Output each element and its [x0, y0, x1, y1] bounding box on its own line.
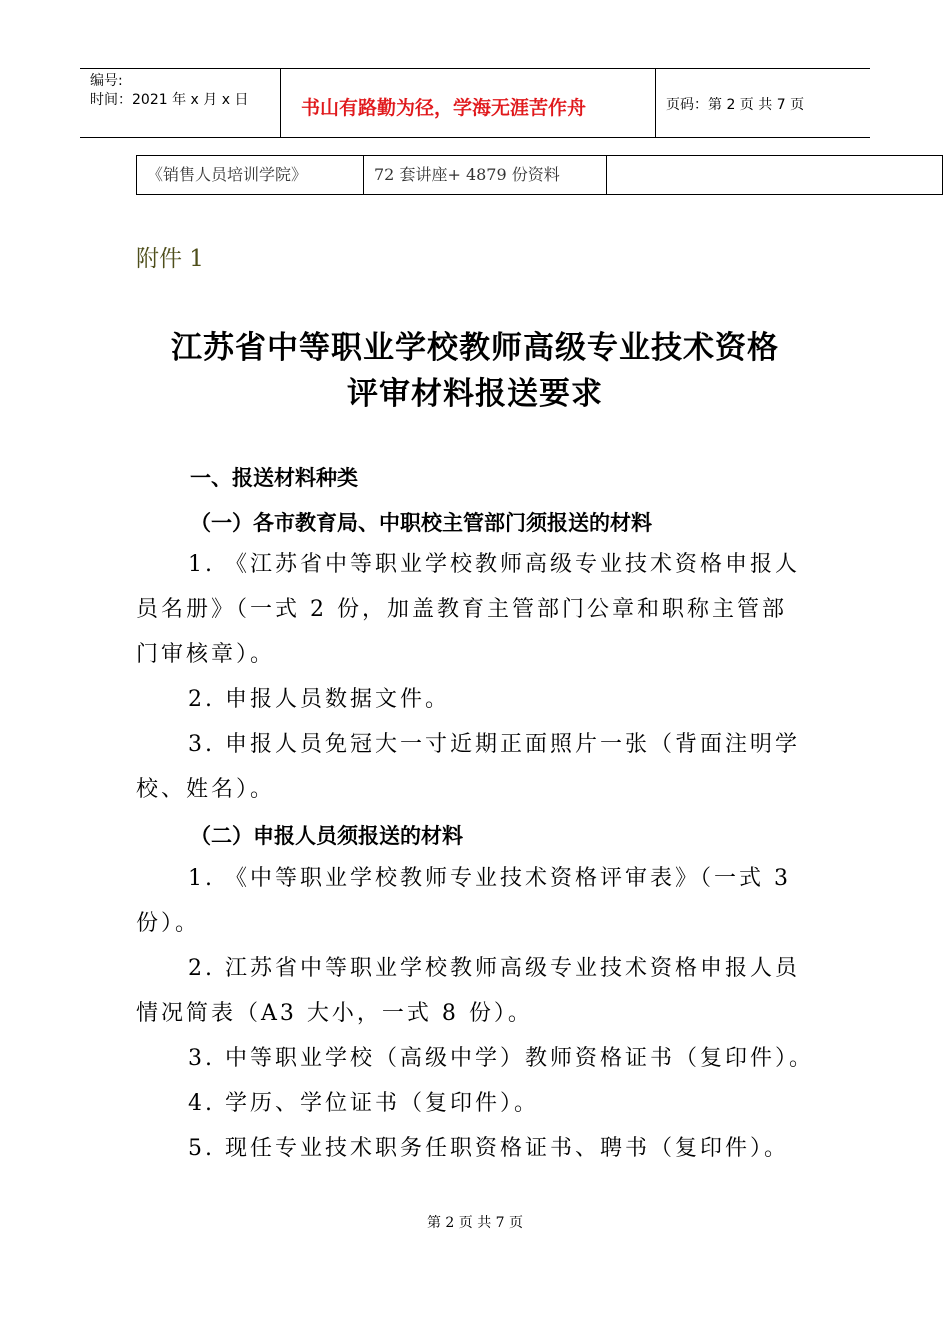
ad-cell-1	[137, 156, 364, 194]
list-item: 5. 现任专业技术职务任职资格证书、聘书（复印件）。	[188, 1136, 789, 1161]
page-footer: 第 2 页 共 7 页	[426, 1215, 524, 1231]
header-page-cell	[656, 69, 870, 137]
page-info: 页码：第 2 页 共 7 页	[666, 97, 805, 113]
time-label: 时间：2021 年 x 月 x 日	[90, 92, 249, 108]
list-item: 4. 学历、学位证书（复印件）。	[188, 1091, 539, 1116]
header-motto-cell	[280, 69, 656, 137]
header-info-cell	[80, 69, 280, 137]
subsection-heading-2: （二）申报人员须报送的材料	[190, 824, 463, 848]
subsection-heading-1: （一）各市教育局、中职校主管部门须报送的材料	[190, 511, 652, 535]
doc-title-line1: 江苏省中等职业学校教师高级专业技术资格	[171, 330, 779, 366]
list-item: 3. 中等职业学校（高级中学）教师资格证书（复印件）。	[188, 1046, 814, 1071]
list-item: 3. 申报人员免冠大一寸近期正面照片一张（背面注明学 校、姓名）。	[136, 732, 800, 802]
ad-text-2: 72 套讲座+ 4879 份资料	[374, 165, 560, 184]
list-item: 2. 江苏省中等职业学校教师高级专业技术资格申报人员 情况简表（A3 大小，一式 8 份）。	[136, 956, 800, 1026]
doc-title-line2: 评审材料报送要求	[347, 376, 603, 412]
list-item: 2. 申报人员数据文件。	[188, 687, 450, 712]
list-item: 1. 《中等职业学校教师专业技术资格评审表》（一式 3 份）。	[136, 866, 791, 936]
ad-table	[136, 155, 943, 195]
number-label: 编号:	[90, 73, 123, 89]
attachment-label: 附件 1	[136, 246, 204, 272]
section-heading: 一、报送材料种类	[190, 466, 358, 490]
motto-text: 书山有路勤为径，学海无涯苦作舟	[301, 97, 587, 119]
header-table	[80, 68, 870, 138]
ad-text-1: 《销售人员培训学院》	[147, 165, 308, 184]
ad-cell-2	[364, 156, 607, 194]
list-item: 1. 《江苏省中等职业学校教师高级专业技术资格申报人 员名册》（一式 2 份，加盖教育主管部门公章和职称主管部 门审核章）。	[136, 552, 800, 667]
